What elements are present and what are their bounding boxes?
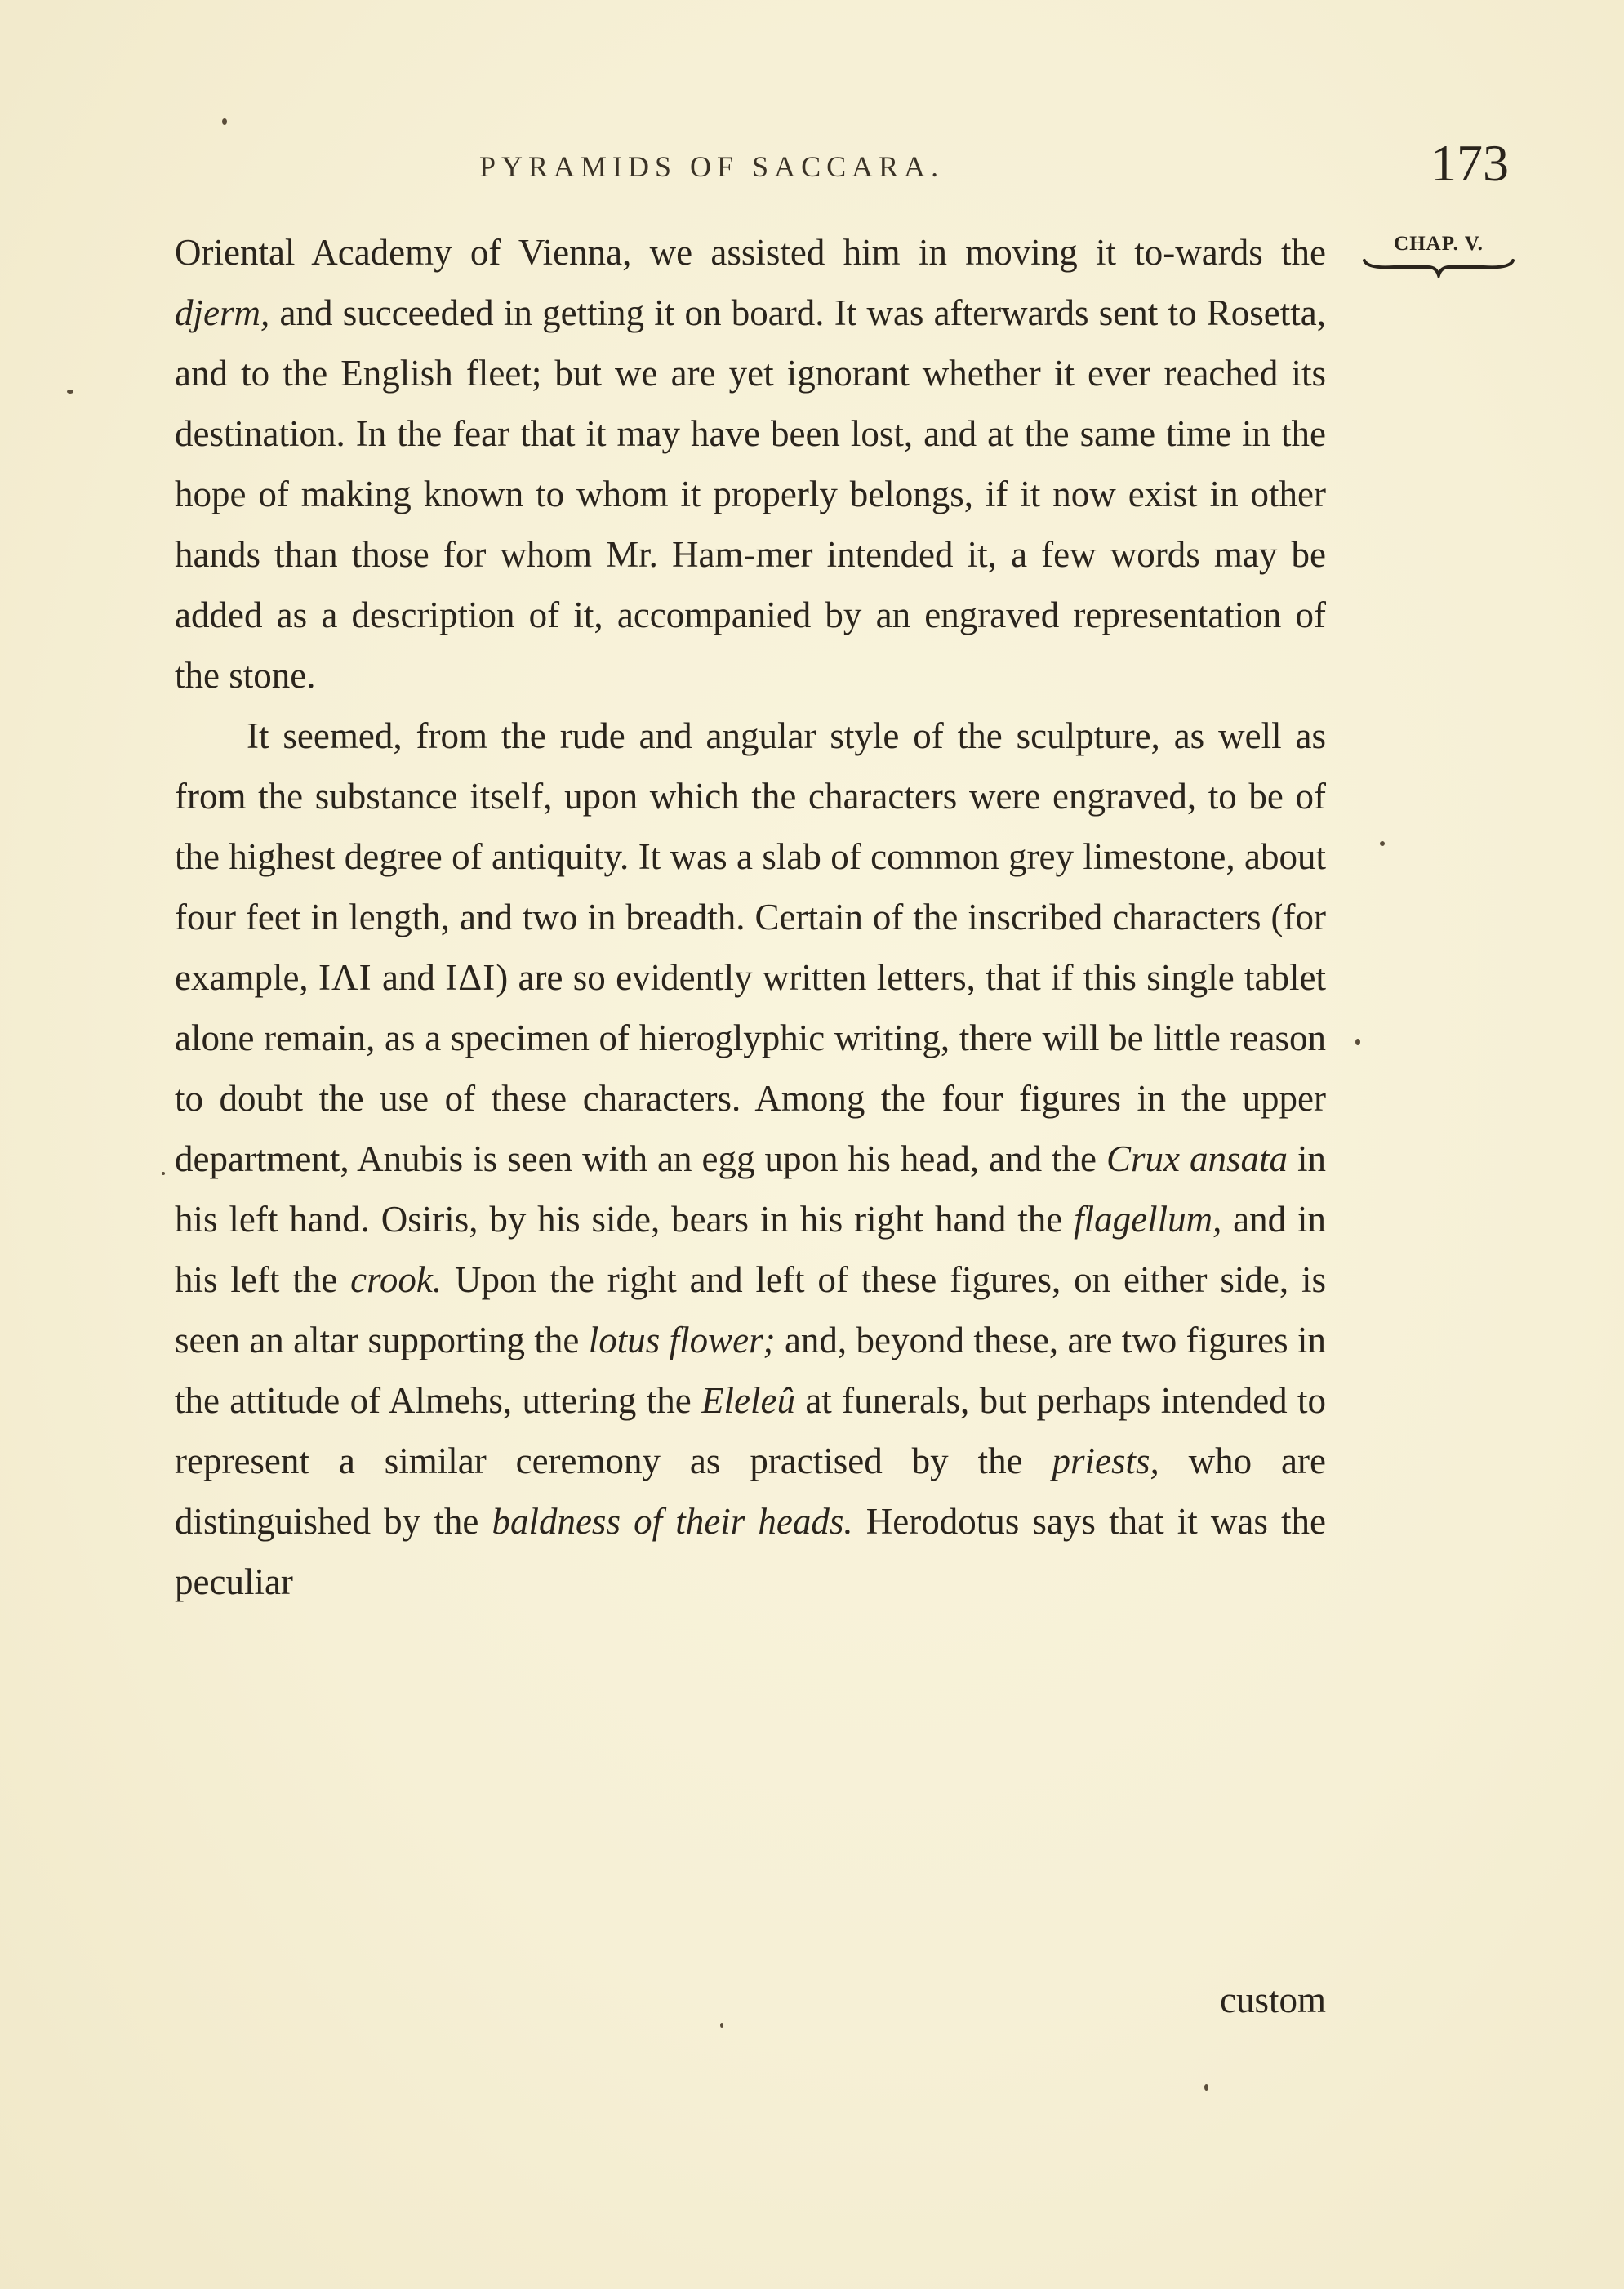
brace-icon: [1361, 257, 1516, 278]
italic-term: Eleleû: [701, 1380, 795, 1421]
text-run: at funerals, but perhaps intended to represent a similar ceremony as practised by the: [175, 1380, 1326, 1481]
text-run: It seemed, from the rude and angular style of the sculpture, as well as from the substance itself, upon which the characters were engraved, to be of the highest degree of antiquity. It was a slab of common grey limestone, about four feet in length, and two in breadth. Certain of the inscribed characters (for example,: [175, 715, 1326, 998]
paper-speck: [162, 1172, 165, 1175]
running-title: PYRAMIDS OF SACCARA.: [479, 150, 945, 183]
italic-term: baldness of their heads.: [492, 1501, 853, 1542]
text-run: and, beyond these, are two figures in the attitude of Almehs, uttering the: [175, 1320, 1326, 1421]
body-text: [175, 222, 1326, 1612]
italic-term: djerm,: [175, 292, 270, 333]
catchword: custom: [1220, 1979, 1326, 2020]
paragraph-1: [175, 222, 1326, 706]
chapter-label: CHAP. V.: [1394, 233, 1484, 255]
italic-term: lotus flower;: [588, 1320, 776, 1360]
paper-speck: [1204, 2084, 1208, 2091]
inscribed-characters: ΙΔΙ: [445, 957, 496, 998]
text-run: who are distinguished by the: [175, 1441, 1326, 1542]
text-run: Upon the right and left of these figures, on either side, is seen an altar supporting the: [175, 1259, 1326, 1360]
text-run: Oriental Academy of Vienna, we assisted him in moving it to-wards the: [175, 232, 1326, 273]
text-run: in his left hand. Osiris, by his side, bears in his right hand the: [175, 1138, 1326, 1240]
paper-speck: [67, 390, 73, 394]
paper-speck: [720, 2023, 723, 2028]
chapter-margin-note: [1357, 233, 1520, 278]
italic-term: crook.: [350, 1259, 443, 1300]
paper-speck: [1355, 1039, 1360, 1045]
italic-term: priests,: [1052, 1441, 1159, 1481]
text-run: and succeeded in getting it on board. It was afterwards sent to Rosetta, and to the English fleet; but we are yet ignorant whether it ever reached its destination. In the fear that it may have been lost, and at the same time in the hope of making known to whom it properly belongs, if it now exist in other hands than those for whom Mr. Ham-mer intended it, a few words may be added as a description of it, accompanied by an engraved representation of the stone.: [175, 292, 1326, 696]
italic-term: flagellum,: [1074, 1199, 1222, 1240]
text-run: Herodotus says that it was the peculiar: [175, 1501, 1326, 1602]
italic-term: Crux ansata: [1106, 1138, 1288, 1179]
page-number: 173: [1430, 134, 1509, 192]
paragraph-2: [175, 706, 1326, 1612]
paper-speck: [222, 118, 227, 125]
text-run: and: [372, 957, 446, 998]
inscribed-characters: ΙΛΙ: [318, 957, 372, 998]
paper-speck: [1380, 841, 1385, 846]
text-run: and in his left the: [175, 1199, 1326, 1300]
text-run: ) are so evidently written letters, that if this single tablet alone remain, as a specimen of hieroglyphic writing, there will be little reason to doubt the use of these characters. Among the four figures in the upper department, Anubis is seen with an egg upon his head, and the: [175, 957, 1326, 1179]
